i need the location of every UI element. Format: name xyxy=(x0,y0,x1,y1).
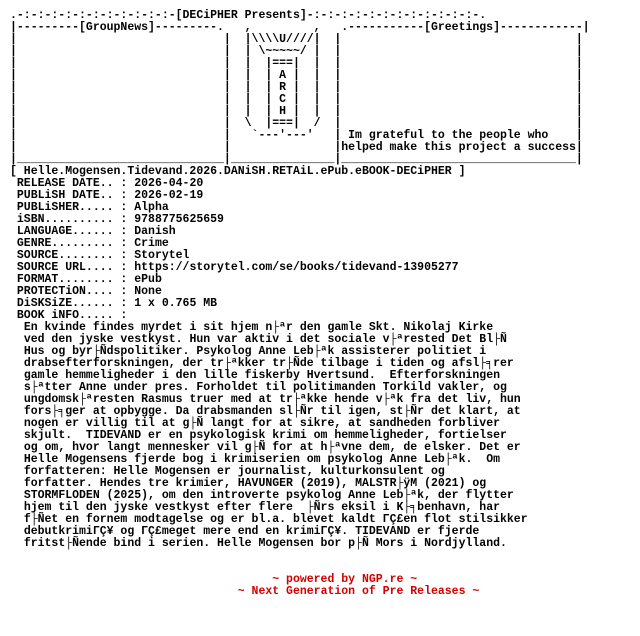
book-info-text: En kvinde findes myrdet i sit hjem n├ªr den gamle Skt. Nikolaj Kirke xyxy=(23,321,494,334)
field-label: LANGUAGE...... : xyxy=(16,225,128,238)
field-label: FORMAT........ : xyxy=(16,273,128,286)
book-info-text: og om, hvor langt mennesker vil g├Ñ for at h├ªvne dem, de elsker. Det er xyxy=(23,441,521,454)
header-art-line: | | | | H | | | | xyxy=(10,105,583,118)
book-info-text: drabsefterforskningen, der tr├ªkker tr├Ñde tilbage i tiden og afsl├╕rer xyxy=(23,357,514,370)
book-info-line xyxy=(10,538,590,550)
field-label: SOURCE URL.... : xyxy=(16,261,128,274)
book-info-text: ved den jyske vestkyst. Hun var aktiv i det sociale v├ªrested Det Bl├Ñ xyxy=(23,333,507,346)
field-label: GENRE......... : xyxy=(16,237,128,250)
field-value: Danish xyxy=(134,225,176,238)
field-value: None xyxy=(134,285,162,298)
book-info-text: gamle hemmeligheder i den lille fiskerby Hvertsund. Efterforskningen xyxy=(23,369,500,382)
field-value: Storytel xyxy=(134,249,190,262)
field-value: ePub xyxy=(134,273,162,286)
field-value: 9788775625659 xyxy=(134,213,224,226)
field-label: iSBN.......... : xyxy=(16,213,128,226)
field-value: 2026-02-19 xyxy=(134,189,204,202)
book-info-text: debutkrimiΓÇ¥ og ΓÇ£meget mere end en krimiΓÇ¥. TIDEVAND er fjerde xyxy=(23,525,480,538)
book-info-text: skjult. TIDEVAND er en psykologisk krimi om hemmeligheder, fortielser xyxy=(23,429,507,442)
header-art-line: | | | | A | | | | xyxy=(10,69,583,82)
field-value: Crime xyxy=(134,237,169,250)
footer-line-ngp xyxy=(10,586,590,598)
header-art-line: |---------[GroupNews]---------. , , .-----------[Greetings]------------| xyxy=(10,21,590,34)
header-art-line: | | |\\\\U////| | | xyxy=(10,33,583,46)
book-info-text: Hus og byr├Ñdspolitiker. Psykolog Anne Leb├ªk assisterer politiet i xyxy=(23,345,487,358)
field-value: https://storytel.com/se/books/tidevand-13905277 xyxy=(134,261,459,274)
header-art-line: | | | |===| | | | xyxy=(10,57,583,70)
header-art-line: .-:-:-:-:-:-:-:-:-:-:-:-[DECiPHER Presents]-:-:-:-:-:-:-:-:-:-:-:-:-. xyxy=(10,9,487,22)
blank-line xyxy=(10,550,590,562)
field-label: PROTECTiON.... : xyxy=(16,285,128,298)
book-info-text: STORMFLODEN (2025), om den introverte psykolog Anne Leb├ªk, der flytter xyxy=(23,489,514,502)
header-art-line: | | `---'---' | Im grateful to the people who | xyxy=(10,129,583,142)
footer-ngp-text: ~ Next Generation of Pre Releases ~ xyxy=(237,585,480,598)
release-name: [ Helle.Mogensen.Tidevand.2026.DANiSH.RETAiL.ePub.eBOOK-DECiPHER ] xyxy=(10,165,466,178)
book-info-text: hjem til den jyske vestkyst efter flere ├Ñrs eksil i K├╕benhavn, har xyxy=(23,501,500,514)
field-value: 1 x 0.765 MB xyxy=(134,297,218,310)
field-value: 2026-04-20 xyxy=(134,177,204,190)
field-label: RELEASE DATE.. : xyxy=(16,177,128,190)
header-art-line: | | | | C | | | | xyxy=(10,93,583,106)
book-info-text: Helle Mogensens fjerde bog i krimiserien om psykolog Anne Leb├ªk. Om xyxy=(23,453,500,466)
field-label: PUBLiSHER..... : xyxy=(16,201,128,214)
book-info-text: f├Ñet en fornem modtagelse og er bl.a. blevet kaldt ΓÇ£en flot stilsikker xyxy=(23,513,528,526)
field-label: DiSKSiZE...... : xyxy=(16,297,128,310)
header-art-line: | | \ |===| / | | xyxy=(10,117,583,130)
header-art-line: | | | | R | | | | xyxy=(10,81,583,94)
book-info-text: nogen er villig til at g├Ñ langt for at sikre, at sandheden forbliver xyxy=(23,417,500,430)
field-value: Alpha xyxy=(134,201,169,214)
book-info-text: fors├╕ger at opbygge. Da drabsmanden sl├Ñr til igen, st├Ñr det klart, at xyxy=(23,405,521,418)
book-info-text: forfatter. Hendes tre krimier, HAVUNGER (2019), MALSTR├ÿM (2021) og xyxy=(23,477,487,490)
field-label: PUBLiSH DATE.. : xyxy=(16,189,128,202)
book-info-text: ungdomsk├ªresten Rasmus truer med at tr├ªkke hende v├ªk fra det liv, hun xyxy=(23,393,521,406)
book-info-text: fritst├Ñende bind i serien. Helle Mogensen bor p├Ñ Mors i Nordjylland. xyxy=(23,537,507,550)
header-art-line: | | |helped make this project a success| xyxy=(10,141,583,154)
field-label: SOURCE........ : xyxy=(16,249,128,262)
book-info-text: forfatteren: Helle Mogensen er journalist, kulturkonsulent og xyxy=(23,465,445,478)
header-art-line: | | | \~~~~~/ | | | xyxy=(10,45,583,58)
book-info-text: s├ªtter Anne under pres. Forholdet til politimanden Torkild vakler, og xyxy=(23,381,507,394)
footer-powered-text: ~ powered by NGP.re ~ xyxy=(272,573,418,586)
header-art-line: |______________________________|_______________|__________________________________| xyxy=(10,153,583,166)
nfo-document xyxy=(10,10,590,598)
field-label: BOOK iNFO..... : xyxy=(16,309,128,322)
